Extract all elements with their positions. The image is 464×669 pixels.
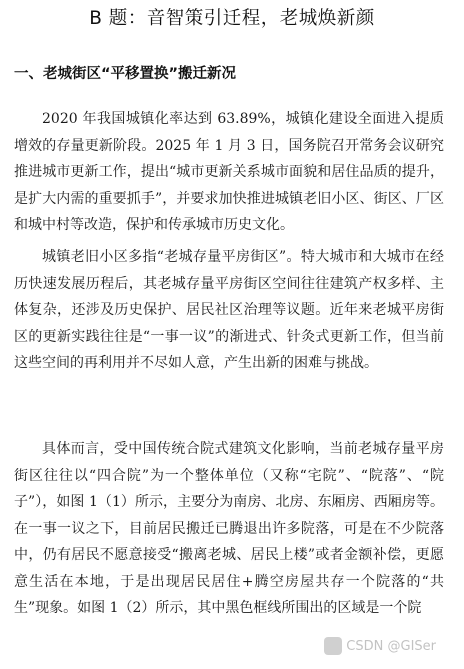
paragraph-3: 具体而言，受中国传统合院式建筑文化影响，当前老城存量平房街区往往以“四合院”为一个整体单位（又称“宅院”、“院落”、“院子”），如图 1（1）所示，主要分为南房、北房、东厢房、西厢房等。在一事一议之下，目前居民搬迁已腾退出许多院落，可是在不少院落中，仍有居民不愿意接受“搬离老城、居民上楼”或者金额补偿，更愿意生活在本地，于是出现居民居住+腾空房屋共存一个院落的“共生”现象。如图 1（2）所示，其中黑色框线所围出的区域是一个院 xyxy=(14,441,444,616)
document-title: B 题：音智策引迁程，老城焕新颜 xyxy=(89,8,375,29)
paragraph-2: 城镇老旧小区多指“老城存量平房街区”。特大城市和大城市在经历快速发展历程后，其老城存量平房街区空间往往建筑产权多样、主体复杂，还涉及历史保护、居民社区治理等议题。近年来老城平房街区的更新实践往往是“一事一议”的渐进式、针灸式更新工作，但当前这些空间的再利用并不尽如人意，产生出新的困难与挑战。 xyxy=(14,249,444,371)
section-heading: 一、老城街区“平移置换”搬迁新况 xyxy=(14,66,237,82)
paragraph-1: 2020 年我国城镇化率达到 63.89%，城镇化建设全面进入提质增效的存量更新阶段。2025 年 1 月 3 日，国务院召开常务会议研究推进城市更新工作，提出“城市更新关系城市面貌和居住品质的提升，是扩大内需的重要抓手”，并要求加快推进城镇老旧小区、街区、厂区和城中村等改造，保护和传承城市历史文化。 xyxy=(14,111,444,233)
watermark-logo-icon xyxy=(324,637,342,655)
watermark xyxy=(324,637,436,655)
watermark-text: CSDN @GISer xyxy=(346,638,436,654)
